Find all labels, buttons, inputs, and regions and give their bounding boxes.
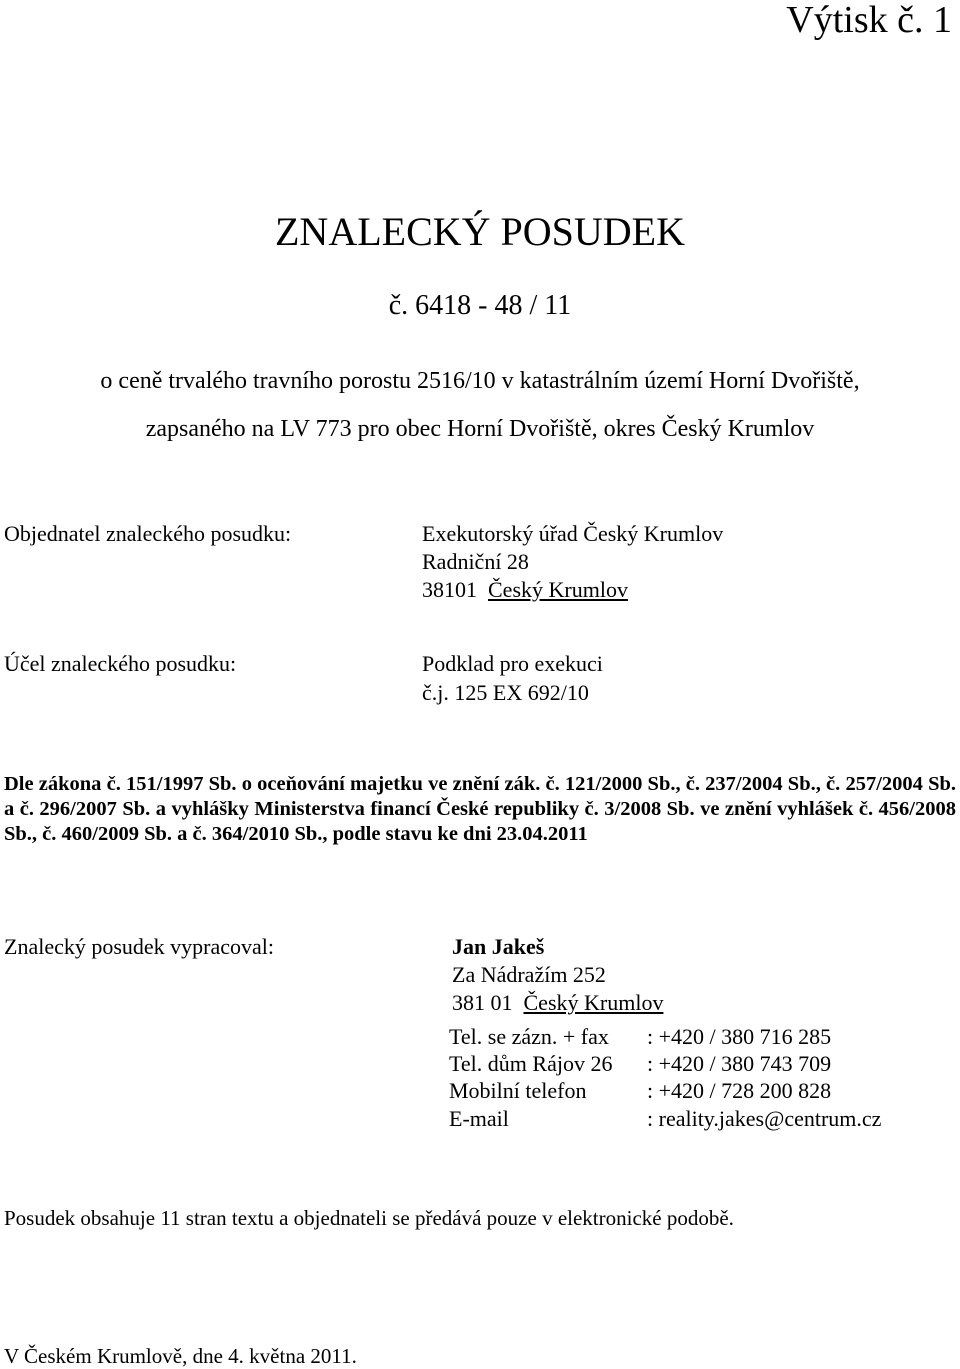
contact-label-fax: Tel. se zázn. + fax bbox=[449, 1024, 609, 1049]
document-number: č. 6418 - 48 / 11 bbox=[388, 290, 572, 321]
client-label: Objednatel znaleckého posudku: bbox=[4, 521, 292, 546]
contact-value-email: : reality.jakes@centrum.cz bbox=[647, 1106, 882, 1131]
purpose-label: Účel znaleckého posudku: bbox=[4, 651, 237, 676]
client-city: Český Krumlov bbox=[488, 577, 628, 602]
subject-line-2: zapsaného na LV 773 pro obec Horní Dvořiště, okres Český Krumlov bbox=[145, 416, 815, 442]
legal-basis-line-4: 23.04.2011 bbox=[496, 823, 588, 845]
subject-line-1: o ceně trvalého travního porostu 2516/10 v katastrálním území Horní Dvořiště, bbox=[100, 368, 860, 394]
contact-value-fax: : +420 / 380 716 285 bbox=[647, 1024, 832, 1049]
purpose-line-1: Podklad pro exekuci bbox=[422, 651, 603, 676]
page-count-note: Posudek obsahuje 11 stran textu a objednateli se předává pouze v elektronické podobě. bbox=[4, 1206, 734, 1230]
copy-number: Výtisk č. 1 bbox=[786, 0, 952, 41]
legal-basis-line-1: Dle zákona č. 151/1997 Sb. o oceňování majetku ve znění zák. č. 121/2000 Sb., č. 237/2004 Sb., bbox=[4, 773, 821, 795]
author-zip: 381 01 bbox=[452, 990, 513, 1015]
contact-label-email: E-mail bbox=[449, 1106, 509, 1131]
legal-basis-line-3: ve znění vyhlášek č. 456/2008 Sb., č. 460/2009 Sb. a č. 364/2010 Sb., podle stavu ke dni bbox=[4, 798, 956, 845]
legal-basis-line-2: č. 257/2004 Sb. a č. 296/2007 Sb. a vyhlášky Ministerstva financí České republiky č. 3/2008 Sb. bbox=[4, 773, 956, 820]
contact-value-mobile: : +420 / 728 200 828 bbox=[647, 1078, 832, 1103]
author-street: Za Nádražím 252 bbox=[452, 962, 606, 987]
author-city: Český Krumlov bbox=[523, 990, 664, 1015]
contact-value-home: : +420 / 380 743 709 bbox=[647, 1051, 832, 1076]
contact-label-mobile: Mobilní telefon bbox=[449, 1078, 587, 1103]
client-name: Exekutorský úřad Český Krumlov bbox=[422, 521, 724, 546]
author-label: Znalecký posudek vypracoval: bbox=[4, 934, 275, 959]
author-name: Jan Jakeš bbox=[452, 934, 545, 959]
purpose-line-2: č.j. 125 EX 692/10 bbox=[422, 680, 589, 705]
author-city-line bbox=[452, 990, 663, 1016]
document-title: ZNALECKÝ POSUDEK bbox=[275, 209, 685, 254]
contact-label-home: Tel. dům Rájov 26 bbox=[449, 1051, 613, 1076]
legal-basis bbox=[4, 772, 956, 847]
place-and-date: V Českém Krumlově, dne 4. května 2011. bbox=[4, 1344, 357, 1368]
client-zip: 38101 bbox=[422, 577, 477, 602]
client-city-line bbox=[422, 577, 628, 603]
client-street: Radniční 28 bbox=[422, 549, 529, 574]
